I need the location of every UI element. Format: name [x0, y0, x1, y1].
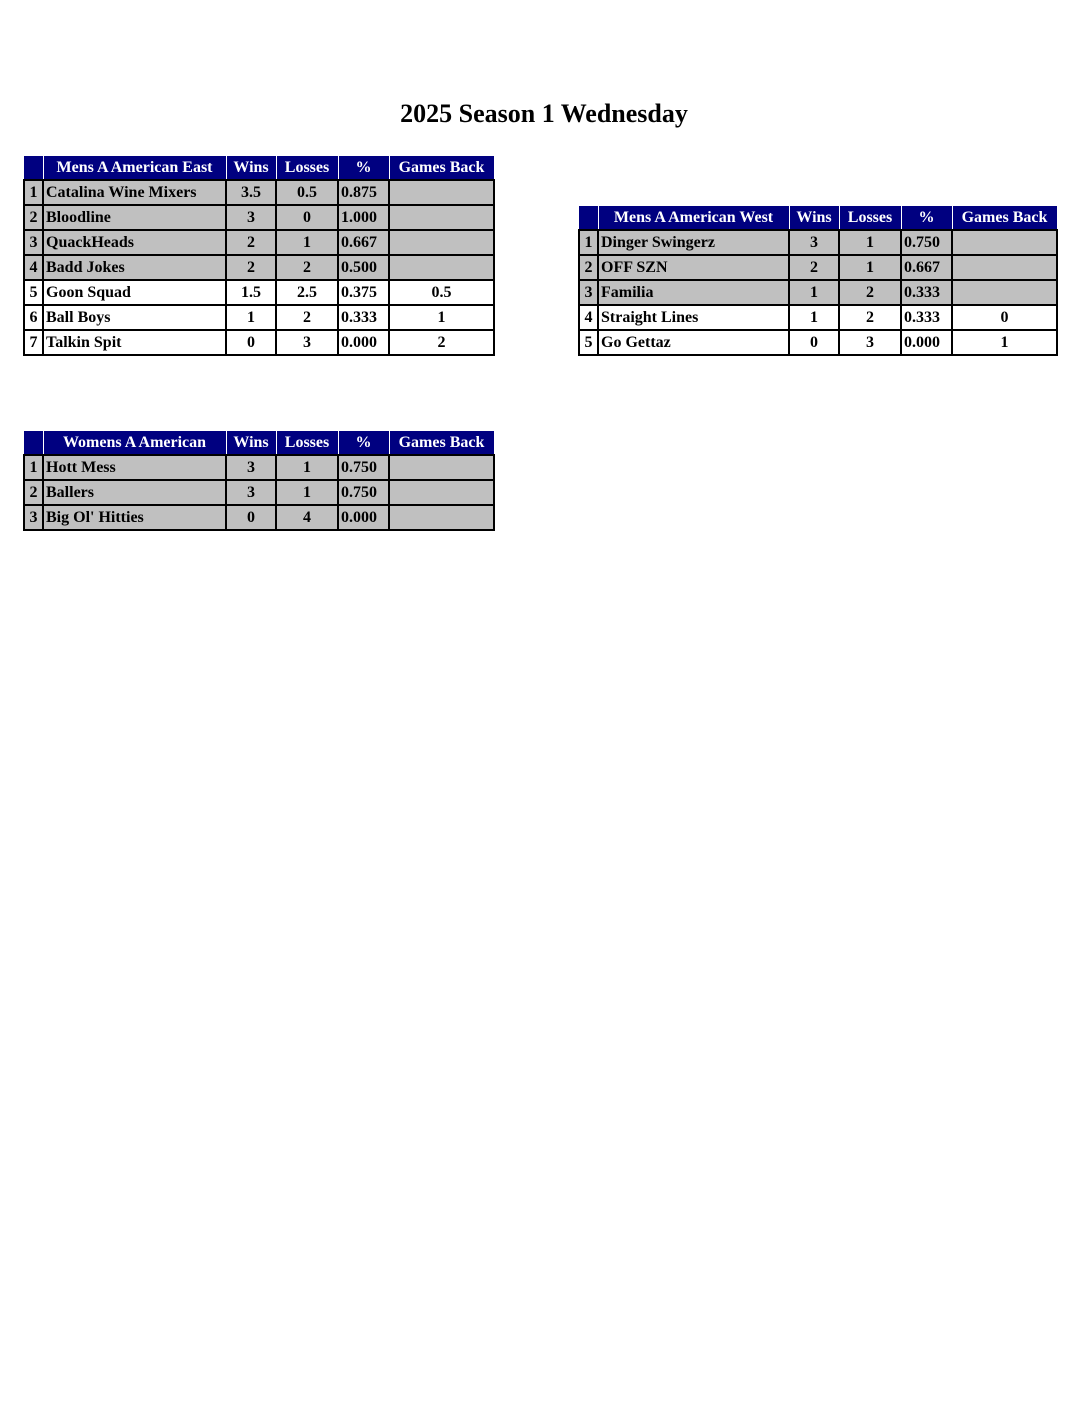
team-name-cell: QuackHeads	[43, 230, 226, 255]
wins-cell: 1	[226, 305, 276, 330]
team-name-cell: Big Ol' Hitties	[43, 505, 226, 530]
team-row	[579, 330, 1057, 355]
team-row	[24, 480, 494, 505]
team-name-cell: Straight Lines	[598, 305, 789, 330]
losses-cell: 2	[276, 255, 338, 280]
team-row	[24, 330, 494, 355]
wins-cell: 2	[789, 255, 839, 280]
games-back-column-header: Games Back	[389, 431, 494, 456]
team-row	[24, 180, 494, 205]
games-back-cell	[389, 255, 494, 280]
team-name-cell: OFF SZN	[598, 255, 789, 280]
losses-cell: 0	[276, 205, 338, 230]
losses-cell: 1	[276, 480, 338, 505]
wins-column-header: Wins	[789, 206, 839, 231]
games-back-column-header: Games Back	[952, 206, 1057, 231]
wins-cell: 3	[226, 205, 276, 230]
division-name-header: Womens A American	[43, 431, 226, 456]
header-row	[24, 156, 494, 181]
percentage-cell: 0.750	[338, 480, 389, 505]
games-back-cell	[389, 505, 494, 530]
team-row	[579, 280, 1057, 305]
rank-cell: 3	[24, 505, 43, 530]
team-name-cell: Ball Boys	[43, 305, 226, 330]
header-row	[579, 206, 1057, 231]
losses-cell: 1	[276, 230, 338, 255]
rank-cell: 1	[579, 230, 598, 255]
team-row	[24, 455, 494, 480]
team-name-cell: Ballers	[43, 480, 226, 505]
games-back-cell	[389, 180, 494, 205]
losses-cell: 2	[839, 305, 901, 330]
losses-cell: 4	[276, 505, 338, 530]
wins-column-header: Wins	[226, 156, 276, 181]
wins-cell: 2	[226, 255, 276, 280]
wins-cell: 1.5	[226, 280, 276, 305]
rank-cell: 4	[579, 305, 598, 330]
team-row	[24, 230, 494, 255]
losses-column-header: Losses	[276, 156, 338, 181]
team-name-cell: Goon Squad	[43, 280, 226, 305]
rank-cell: 6	[24, 305, 43, 330]
team-row	[24, 255, 494, 280]
losses-cell: 1	[276, 455, 338, 480]
team-name-cell: Go Gettaz	[598, 330, 789, 355]
games-back-cell: 0	[952, 305, 1057, 330]
losses-cell: 1	[839, 230, 901, 255]
games-back-cell	[389, 230, 494, 255]
rank-column-header	[579, 206, 598, 231]
rank-cell: 2	[24, 480, 43, 505]
percentage-cell: 0.000	[338, 330, 389, 355]
losses-cell: 3	[276, 330, 338, 355]
games-back-cell	[952, 255, 1057, 280]
percentage-column-header: %	[338, 156, 389, 181]
losses-cell: 2	[839, 280, 901, 305]
rank-cell: 7	[24, 330, 43, 355]
percentage-cell: 0.875	[338, 180, 389, 205]
percentage-column-header: %	[901, 206, 952, 231]
percentage-cell: 0.000	[901, 330, 952, 355]
losses-cell: 2	[276, 305, 338, 330]
wins-cell: 3	[226, 480, 276, 505]
team-name-cell: Bloodline	[43, 205, 226, 230]
wins-cell: 3	[226, 455, 276, 480]
rank-cell: 2	[579, 255, 598, 280]
percentage-cell: 0.750	[901, 230, 952, 255]
wins-cell: 0	[226, 330, 276, 355]
wins-cell: 2	[226, 230, 276, 255]
team-row	[579, 305, 1057, 330]
page-title: 2025 Season 1 Wednesday	[400, 99, 688, 128]
games-back-cell	[389, 455, 494, 480]
wins-cell: 3.5	[226, 180, 276, 205]
rank-cell: 1	[24, 455, 43, 480]
percentage-cell: 0.667	[338, 230, 389, 255]
percentage-cell: 0.750	[338, 455, 389, 480]
percentage-cell: 0.375	[338, 280, 389, 305]
rank-cell: 5	[24, 280, 43, 305]
losses-cell: 2.5	[276, 280, 338, 305]
team-row	[24, 505, 494, 530]
rank-column-header	[24, 156, 43, 181]
games-back-cell: 1	[952, 330, 1057, 355]
percentage-cell: 1.000	[338, 205, 389, 230]
team-name-cell: Catalina Wine Mixers	[43, 180, 226, 205]
percentage-cell: 0.333	[901, 305, 952, 330]
games-back-column-header: Games Back	[389, 156, 494, 181]
wins-cell: 0	[789, 330, 839, 355]
percentage-cell: 0.333	[338, 305, 389, 330]
team-row	[579, 255, 1057, 280]
team-name-cell: Dinger Swingerz	[598, 230, 789, 255]
rank-cell: 3	[24, 230, 43, 255]
games-back-cell: 0.5	[389, 280, 494, 305]
wins-cell: 3	[789, 230, 839, 255]
losses-cell: 3	[839, 330, 901, 355]
losses-cell: 0.5	[276, 180, 338, 205]
games-back-cell	[952, 230, 1057, 255]
wins-cell: 0	[226, 505, 276, 530]
percentage-cell: 0.500	[338, 255, 389, 280]
games-back-cell	[952, 280, 1057, 305]
games-back-cell	[389, 480, 494, 505]
losses-column-header: Losses	[276, 431, 338, 456]
losses-column-header: Losses	[839, 206, 901, 231]
rank-column-header	[24, 431, 43, 456]
standings-table-mens-a-american-west	[578, 205, 1058, 356]
team-row	[24, 205, 494, 230]
games-back-cell: 1	[389, 305, 494, 330]
team-name-cell: Badd Jokes	[43, 255, 226, 280]
division-name-header: Mens A American East	[43, 156, 226, 181]
losses-cell: 1	[839, 255, 901, 280]
standings-table-womens-a-american	[23, 430, 495, 531]
wins-cell: 1	[789, 305, 839, 330]
games-back-cell: 2	[389, 330, 494, 355]
header-row	[24, 431, 494, 456]
rank-cell: 4	[24, 255, 43, 280]
team-name-cell: Talkin Spit	[43, 330, 226, 355]
percentage-column-header: %	[338, 431, 389, 456]
team-name-cell: Hott Mess	[43, 455, 226, 480]
percentage-cell: 0.333	[901, 280, 952, 305]
wins-column-header: Wins	[226, 431, 276, 456]
percentage-cell: 0.667	[901, 255, 952, 280]
rank-cell: 2	[24, 205, 43, 230]
rank-cell: 1	[24, 180, 43, 205]
team-name-cell: Familia	[598, 280, 789, 305]
team-row	[579, 230, 1057, 255]
games-back-cell	[389, 205, 494, 230]
standings-table-mens-a-american-east	[23, 155, 495, 356]
rank-cell: 5	[579, 330, 598, 355]
team-row	[24, 280, 494, 305]
team-row	[24, 305, 494, 330]
percentage-cell: 0.000	[338, 505, 389, 530]
division-name-header: Mens A American West	[598, 206, 789, 231]
wins-cell: 1	[789, 280, 839, 305]
rank-cell: 3	[579, 280, 598, 305]
